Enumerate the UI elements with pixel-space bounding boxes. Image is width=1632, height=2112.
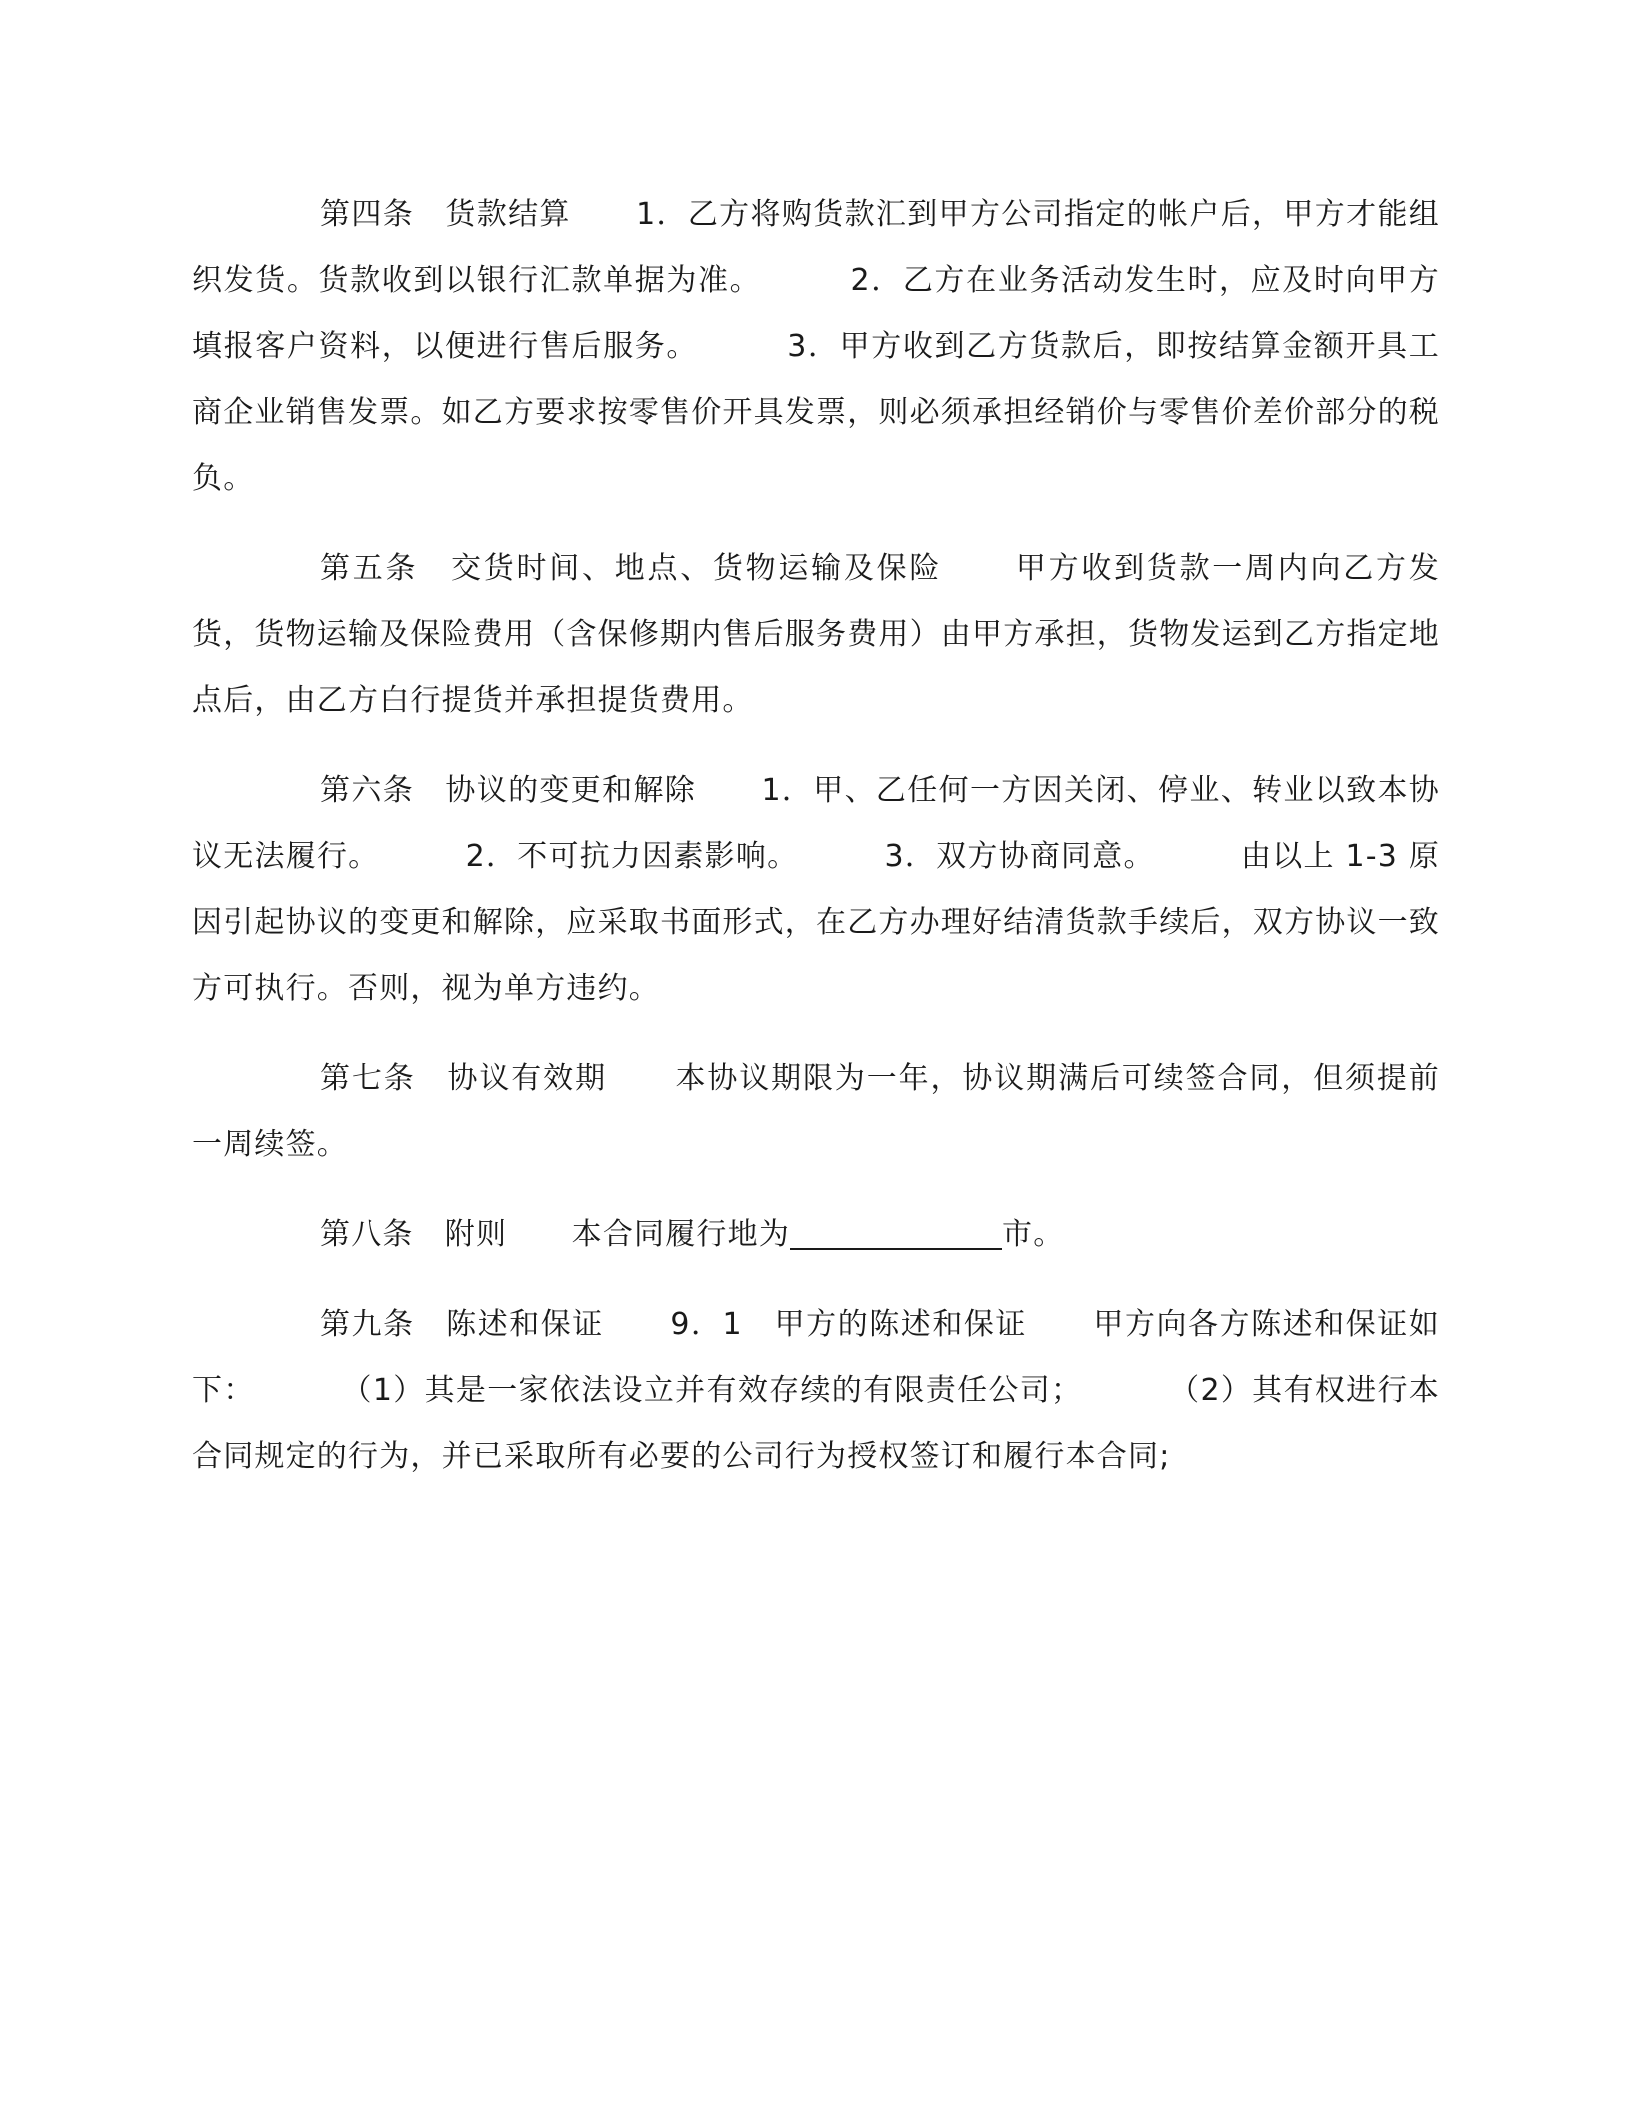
article-clause: 2．不可抗力因素影响。 [465, 839, 799, 874]
article-clause: 2．乙方在业务活动发生时，应及时向甲方填报客户资料，以便进行售后服务。 [192, 263, 1440, 364]
article-8-supplementary [192, 1202, 1440, 1268]
article-clause: （2）其有权进行本合同规定的行为，并已采取所有必要的公司行为授权签订和履行本合同; [192, 1373, 1440, 1474]
article-4-settlement [192, 182, 1440, 512]
article-clause: （1）其是一家依法设立并有效存续的有限责任公司； [341, 1373, 1083, 1408]
place-suffix: 市。 [1002, 1217, 1065, 1252]
article-heading: 第六条 协议的变更和解除 [320, 773, 697, 808]
place-prefix: 本合同履行地为 [571, 1217, 791, 1252]
article-clause: 甲方收到货款一周内向乙方发货，货物运输及保险费用（含保修期内售后服务费用）由甲方承担，货物发运到乙方指定地点后，由乙方白行提货并承担提货费用。 [192, 551, 1440, 718]
article-heading: 第七条 协议有效期 [320, 1061, 607, 1096]
article-heading: 第四条 货款结算 [320, 197, 571, 232]
article-clause: 甲方向各方陈述和保证如下： [192, 1307, 1440, 1408]
article-6-change-termination [192, 758, 1440, 1022]
article-heading: 第九条 陈述和保证 [320, 1307, 604, 1342]
article-9-representations [192, 1292, 1440, 1490]
place-blank-field[interactable] [790, 1218, 1002, 1250]
article-clause: 本协议期限为一年，协议期满后可续签合同，但须提前一周续签。 [192, 1061, 1440, 1162]
article-heading: 第八条 附则 [320, 1217, 508, 1252]
article-clause: 1．乙方将购货款汇到甲方公司指定的帐户后，甲方才能组织发货。货款收到以银行汇款单据为准。 [192, 197, 1440, 298]
article-clause: 3．双方协商同意。 [884, 839, 1155, 874]
article-clause: 由以上 1-3 原因引起协议的变更和解除，应采取书面形式，在乙方办理好结清货款手续后，双方协议一致方可执行。否则，视为单方违约。 [192, 839, 1441, 1006]
document-body [192, 182, 1440, 1490]
article-clause: 3．甲方收到乙方货款后，即按结算金额开具工商企业销售发票。如乙方要求按零售价开具发票，则必须承担经销价与零售价差价部分的税负。 [192, 329, 1440, 496]
article-5-delivery [192, 536, 1440, 734]
article-clause: 1．甲、乙任何一方因关闭、停业、转业以致本协议无法履行。 [192, 773, 1440, 874]
article-clause: 9．1 甲方的陈述和保证 [670, 1307, 1027, 1342]
article-heading: 第五条 交货时间、地点、货物运输及保险 [320, 551, 943, 586]
article-7-validity [192, 1046, 1440, 1178]
